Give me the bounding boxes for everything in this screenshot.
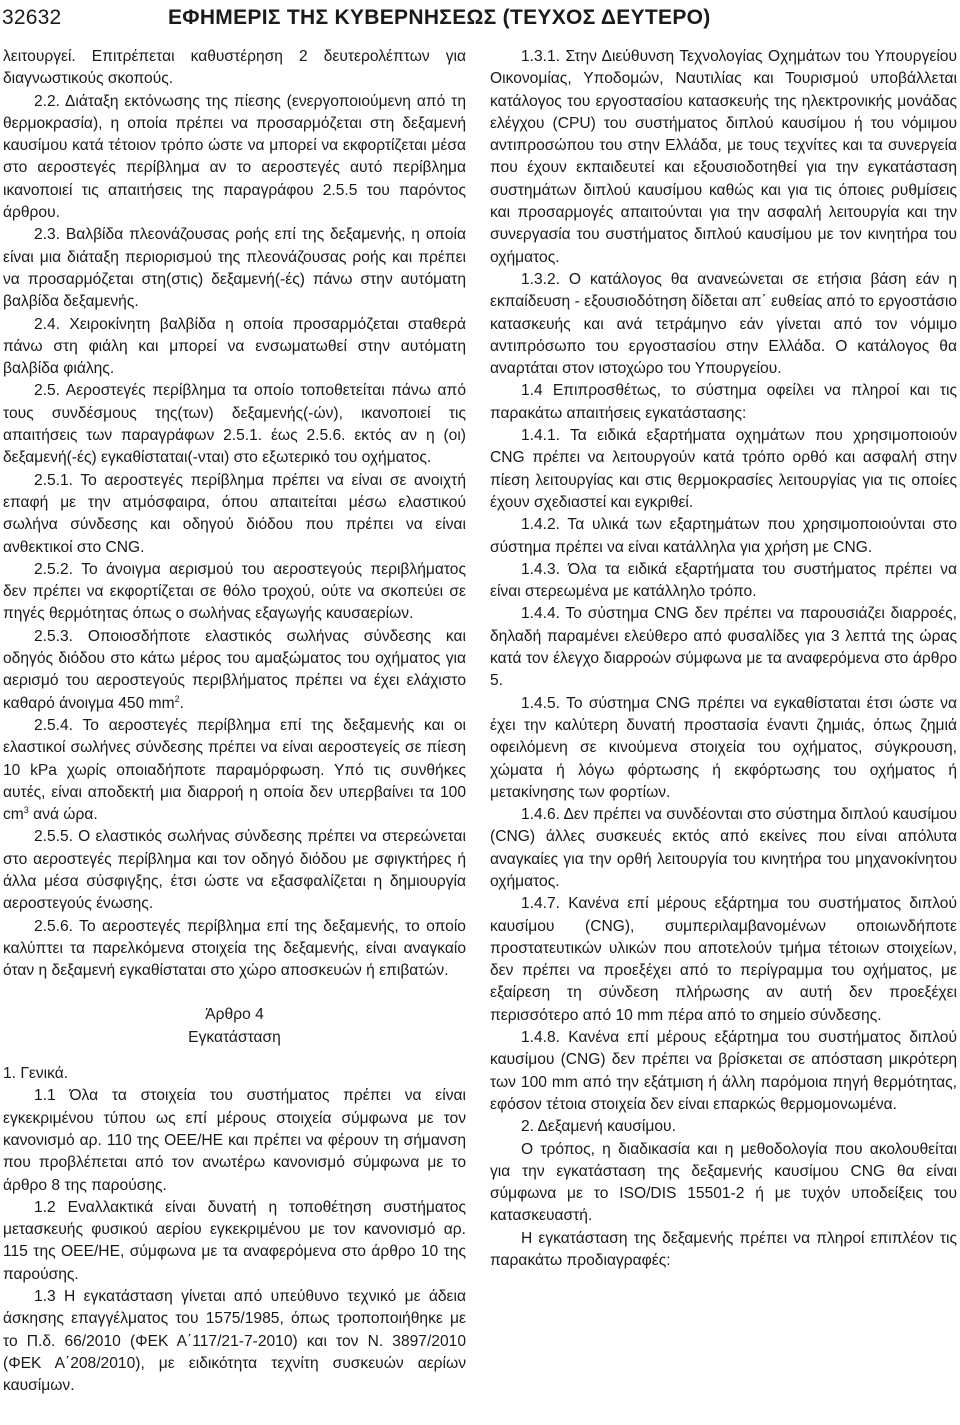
paragraph-1-4-3: 1.4.3. Όλα τα ειδικά εξαρτήματα του συστήματος πρέπει να είναι στερεωμένα με κατάλληλο τρόπο.	[490, 560, 957, 601]
left-column	[3, 46, 466, 1398]
paragraph-1-1: 1.1 Όλα τα στοιχεία του συστήματος πρέπει να είναι εγκεκριμένου τύπου ως επί μέρους στοιχεία σύμφωνα με τον κανονισμό αρ. 110 της ΟΕΕ/ΗΕ και πρέπει να φέρουν τη σήμανση που προβλέπεται από τον ανωτέρω κανονισμό σύμφωνα με το άρθρο 8 της παρούσης.	[3, 1087, 466, 1194]
paragraph-1-4-2: 1.4.2. Τα υλικά των εξαρτημάτων που χρησιμοποιούνται στο σύστημα πρέπει να είναι κατάλληλα για χρήση με CNG.	[490, 516, 957, 556]
paragraph-1-4-1: 1.4.1. Τα ειδικά εξαρτήματα οχημάτων που χρησιμοποιούν CNG πρέπει να λειτουργούν κατά τρόπο ορθό και ασφαλή στην πίεση λειτουργίας και στις θερμοκρασίες λειτουργίας για τις οποίες έχουν σχεδιαστεί και εγκριθεί.	[490, 427, 957, 511]
paragraph-1-4-6: 1.4.6. Δεν πρέπει να συνδέονται στο σύστημα διπλού καυσίμου (CNG) άλλες συσκευές εκτός από εκείνες που είναι απόλυτα αναγκαίες για την ορθή λειτουργία του κινητήρα του μηχανοκίνητου οχήματος.	[490, 806, 957, 890]
article-title: Εγκατάσταση	[188, 1028, 281, 1046]
article-number: Άρθρο 4	[205, 1006, 264, 1024]
paragraph-text: ανά ώρα.	[28, 806, 98, 824]
paragraph: λειτουργεί. Επιτρέπεται καθυστέρηση 2 δευτερολέπτων για διαγνωστικούς σκοπούς.	[3, 48, 466, 88]
paragraph-1-3: 1.3 Η εγκατάσταση γίνεται από υπεύθυνο τεχνικό με άδεια άσκησης επαγγέλματος του 1575/1985, όπως τροποποιήθηκε με το Π.δ. 66/2010 (ΦΕΚ Α΄117/21-7-2010) και τον Ν. 3897/2010 (ΦΕΚ Α΄208/2010), με ειδικότητα τεχνίτη συσκευών αερίων καυσίμων.	[3, 1288, 466, 1395]
paragraph-1-4-4: 1.4.4. Το σύστημα CNG δεν πρέπει να παρουσιάζει διαρροές, δηλαδή παραμένει ελεύθερο από φυσαλίδες για 3 λεπτά της ώρας κατά τον έλεγχο διαρροών σύμφωνα με τα αναφερόμενα στο άρθρο 5.	[490, 605, 957, 690]
paragraph-1-3-1: 1.3.1. Στην Διεύθυνση Τεχνολογίας Οχημάτων του Υπουργείου Οικονομίας, Υποδομών, Ναυτιλίας και Τουρισμού υποβάλλεται κατάλογος του εργοστασίου κατασκευής της ηλεκτρονικής μονάδας ελέγχου (CPU) του συστήματος διπλού καυσίμου ή του νόμιμου αντιπροσώπου του στην Ελλάδα, με τους τεχνίτες και τα συνεργεία που έχουν εκπαιδευτεί και εξουσιοδοτηθεί για την εγκατάσταση συστημάτων διπλού καυσίμου καθώς και για τις όποιες ρυθμίσεις και προσαρμογές απαιτούνται για την ασφαλή λειτουργία και την συνεργασία του συστήματος διπλού καυσίμου με τον κινητήρα του οχήματος.	[490, 48, 957, 266]
paragraph-2-3: 2.3. Βαλβίδα πλεονάζουσας ροής επί της δεξαμενής, η οποία είναι μια διάταξη περιορισμού της πλεονάζουσας ροής και πρέπει να προσαρμόζεται στη(στις) δεξαμενή(-ές) πάνω στην αυτόματη βαλβίδα δεξαμενής.	[3, 226, 466, 311]
paragraph-2-5-5: 2.5.5. Ο ελαστικός σωλήνας σύνδεσης πρέπει να στερεώνεται στο αεροστεγές περίβλημα και τον οδηγό διόδου με σφιγκτήρες ή άλλα μέσα σύσφιγξης, έτσι ώστε να εξασφαλίζεται η δημιουργία αεροστεγούς ένωσης.	[3, 828, 466, 913]
section-heading: 2. Δεξαμενή καυσίμου.	[521, 1118, 676, 1136]
gazette-title: ΕΦΗΜΕΡΙΣ ΤΗΣ ΚΥΒΕΡΝΗΣΕΩΣ (ΤΕΥΧΟΣ ΔΕΥΤΕΡΟ)	[168, 6, 711, 29]
paragraph-2-4: 2.4. Χειροκίνητη βαλβίδα η οποία προσαρμόζεται σταθερά πάνω στη φιάλη και μπορεί να ενσωματωθεί στην αυτόματη βαλβίδα φιάλης.	[3, 315, 466, 378]
paragraph-2-5-4	[3, 715, 466, 826]
page-header	[0, 0, 960, 40]
paragraph-1-3-2: 1.3.2. Ο κατάλογος θα ανανεώνεται σε ετήσια βάση εάν η εκπαίδευση - εξουσιοδότηση δίδεται απ΄ ευθείας από το εργοστάσιο κατασκευής και ανά τετράμηνο εάν γίνεται από τον νόμιμο αντιπρόσωπο του εργοστασίου στην Ελλάδα. Ο κατάλογος θα αναρτάται στον ιστοχώρο του Υπουργείου.	[490, 270, 957, 378]
paragraph-1-2: 1.2 Εναλλακτικά είναι δυνατή η τοποθέτηση συστήματος μετασκευής φυσικού αερίου εγκεκριμένου με τον κανονισμό αρ. 115 της ΟΕΕ/ΗΕ, σύμφωνα με τα αναφερόμενα στο άρθρο 10 της παρούσης.	[3, 1198, 466, 1283]
paragraph-1-4-7: 1.4.7. Κανένα επί μέρους εξάρτημα του συστήματος διπλού καυσίμου (CNG), συμπεριλαμβανομένων οποιωνδήποτε προστατευτικών υλικών που αποτελούν τμήμα τέτοιων στοιχείων, δεν πρέπει να προεξέχει από το περίγραμμα του οχήματος, με εξαίρεση τη σύνδεση πλήρωσης αν αυτή δεν προεξέχει περισσότερο από 10 mm πέρα από το σημείο σύνδεσης.	[490, 895, 957, 1024]
right-column	[490, 46, 957, 1272]
section-heading: 1. Γενικά.	[3, 1065, 69, 1083]
paragraph-2-5-2: 2.5.2. Το άνοιγμα αερισμού του αεροστεγούς περιβλήματος δεν πρέπει να εκφορτίζεται σε θόλο τροχού, ούτε να σκοπεύει σε πηγές θερμότητας όπως ο σωλήνας εξαγωγής καυσαερίων.	[3, 560, 466, 623]
paragraph-1-4: 1.4 Επιπροσθέτως, το σύστημα οφείλει να πληροί και τις παρακάτω απαιτήσεις εγκατάστασης:	[490, 382, 957, 422]
superscript: 3	[23, 804, 29, 815]
paragraph: Η εγκατάσταση της δεξαμενής πρέπει να πληροί επιπλέον τις παρακάτω προδιαγραφές:	[490, 1229, 957, 1270]
paragraph-2-2: 2.2. Διάταξη εκτόνωσης της πίεσης (ενεργοποιούμενη από τη θερμοκρασία), η οποία πρέπει να προσαρμόζεται στη δεξαμενή καυσίμου κατά τέτοιον τρόπο ώστε να μπορεί να εκφορτίζεται μέσα στο αεροστεγές περίβλημα αν το αεροστεγές αυτό περίβλημα ικανοποιεί τις απαιτήσεις της παραγράφου 2.5.5 του παρόντος άρθρου.	[3, 92, 466, 222]
paragraph-text: 2.5.3. Οποιοσδήποτε ελαστικός σωλήνας σύνδεσης και οδηγός διόδου στο κάτω μέρος του αμαξώματος του οχήματος για αερισμό του αεροστεγούς περιβλήματος πρέπει να έχει ελάχιστο καθαρό άνοιγμα 450 mm	[3, 627, 466, 712]
paragraph-text: 2.5.4. Το αεροστεγές περίβλημα επί της δεξαμενής και οι ελαστικοί σωλήνες σύνδεσης πρέπει να είναι αεροστεγείς σε πίεση 10 kPa χωρίς οποιαδήποτε παραμόρφωση. Υπό τις συνθήκες αυτές, είναι αποδεκτή μια διαρροή η οποία δεν υπερβαίνει τα 100 cm	[3, 716, 466, 824]
paragraph-2-5-3	[3, 626, 466, 715]
paragraph: Ο τρόπος, η διαδικασία και η μεθοδολογία που ακολουθείται για την εγκατάσταση της δεξαμενής καυσίμου CNG θα είναι σύμφωνα με το ISO/DIS 15501-2 ή με τυχόν υποδείξεις του κατασκευαστή.	[490, 1140, 957, 1225]
paragraph-2-5: 2.5. Αεροστεγές περίβλημα τα οποίο τοποθετείται πάνω από τους συνδέσμους της(των) δεξαμενής(-ών), ικανοποιεί τις απαιτήσεις των παραγράφων 2.5.1. έως 2.5.6. εκτός αν η (οι) δεξαμενή(-ές) εγκαθίσταται(-νται) στο εξωτερικό του οχήματος.	[3, 382, 466, 467]
paragraph-text: .	[179, 694, 184, 712]
paragraph-2-5-1: 2.5.1. Το αεροστεγές περίβλημα πρέπει να είναι σε ανοιχτή επαφή με την ατμόσφαιρα, όπου απαιτείται μέσω ελαστικού σωλήνα σύνδεσης και οδηγού διόδου που πρέπει να είναι ανθεκτικοί στο CNG.	[3, 471, 466, 556]
paragraph-1-4-5: 1.4.5. Το σύστημα CNG πρέπει να εγκαθίσταται έτσι ώστε να έχει την καλύτερη δυνατή προστασία έναντι ζημιάς, όπως ζημιά οφειλόμενη σε κινούμενα στοιχεία του οχήματος, σύγκρουση, χώματα ή λόγω φόρτωσης ή εκφόρτωσης του οχήματος ή μετακίνησης των φορτίων.	[490, 694, 957, 801]
page-number: 32632	[2, 6, 62, 29]
paragraph-1-4-8: 1.4.8. Κανένα επί μέρους εξάρτημα του συστήματος διπλού καυσίμου (CNG) δεν πρέπει να βρίσκεται σε απόσταση μικρότερη των 100 mm από την εξάτμιση ή άλλη παρόμοια πηγή θερμότητας, εφόσον τέτοια στοιχεία δεν είναι επαρκώς θερμομονωμένα.	[490, 1029, 957, 1113]
superscript: 2	[174, 693, 180, 704]
paragraph-2-5-6: 2.5.6. Το αεροστεγές περίβλημα επί της δεξαμενής, το οποίο καλύπτει τα παρελκόμενα στοιχεία της δεξαμενής, είναι αναγκαίο όταν η δεξαμενή εγκαθίσταται στο χώρο αποσκευών ή επιβατών.	[3, 917, 466, 980]
